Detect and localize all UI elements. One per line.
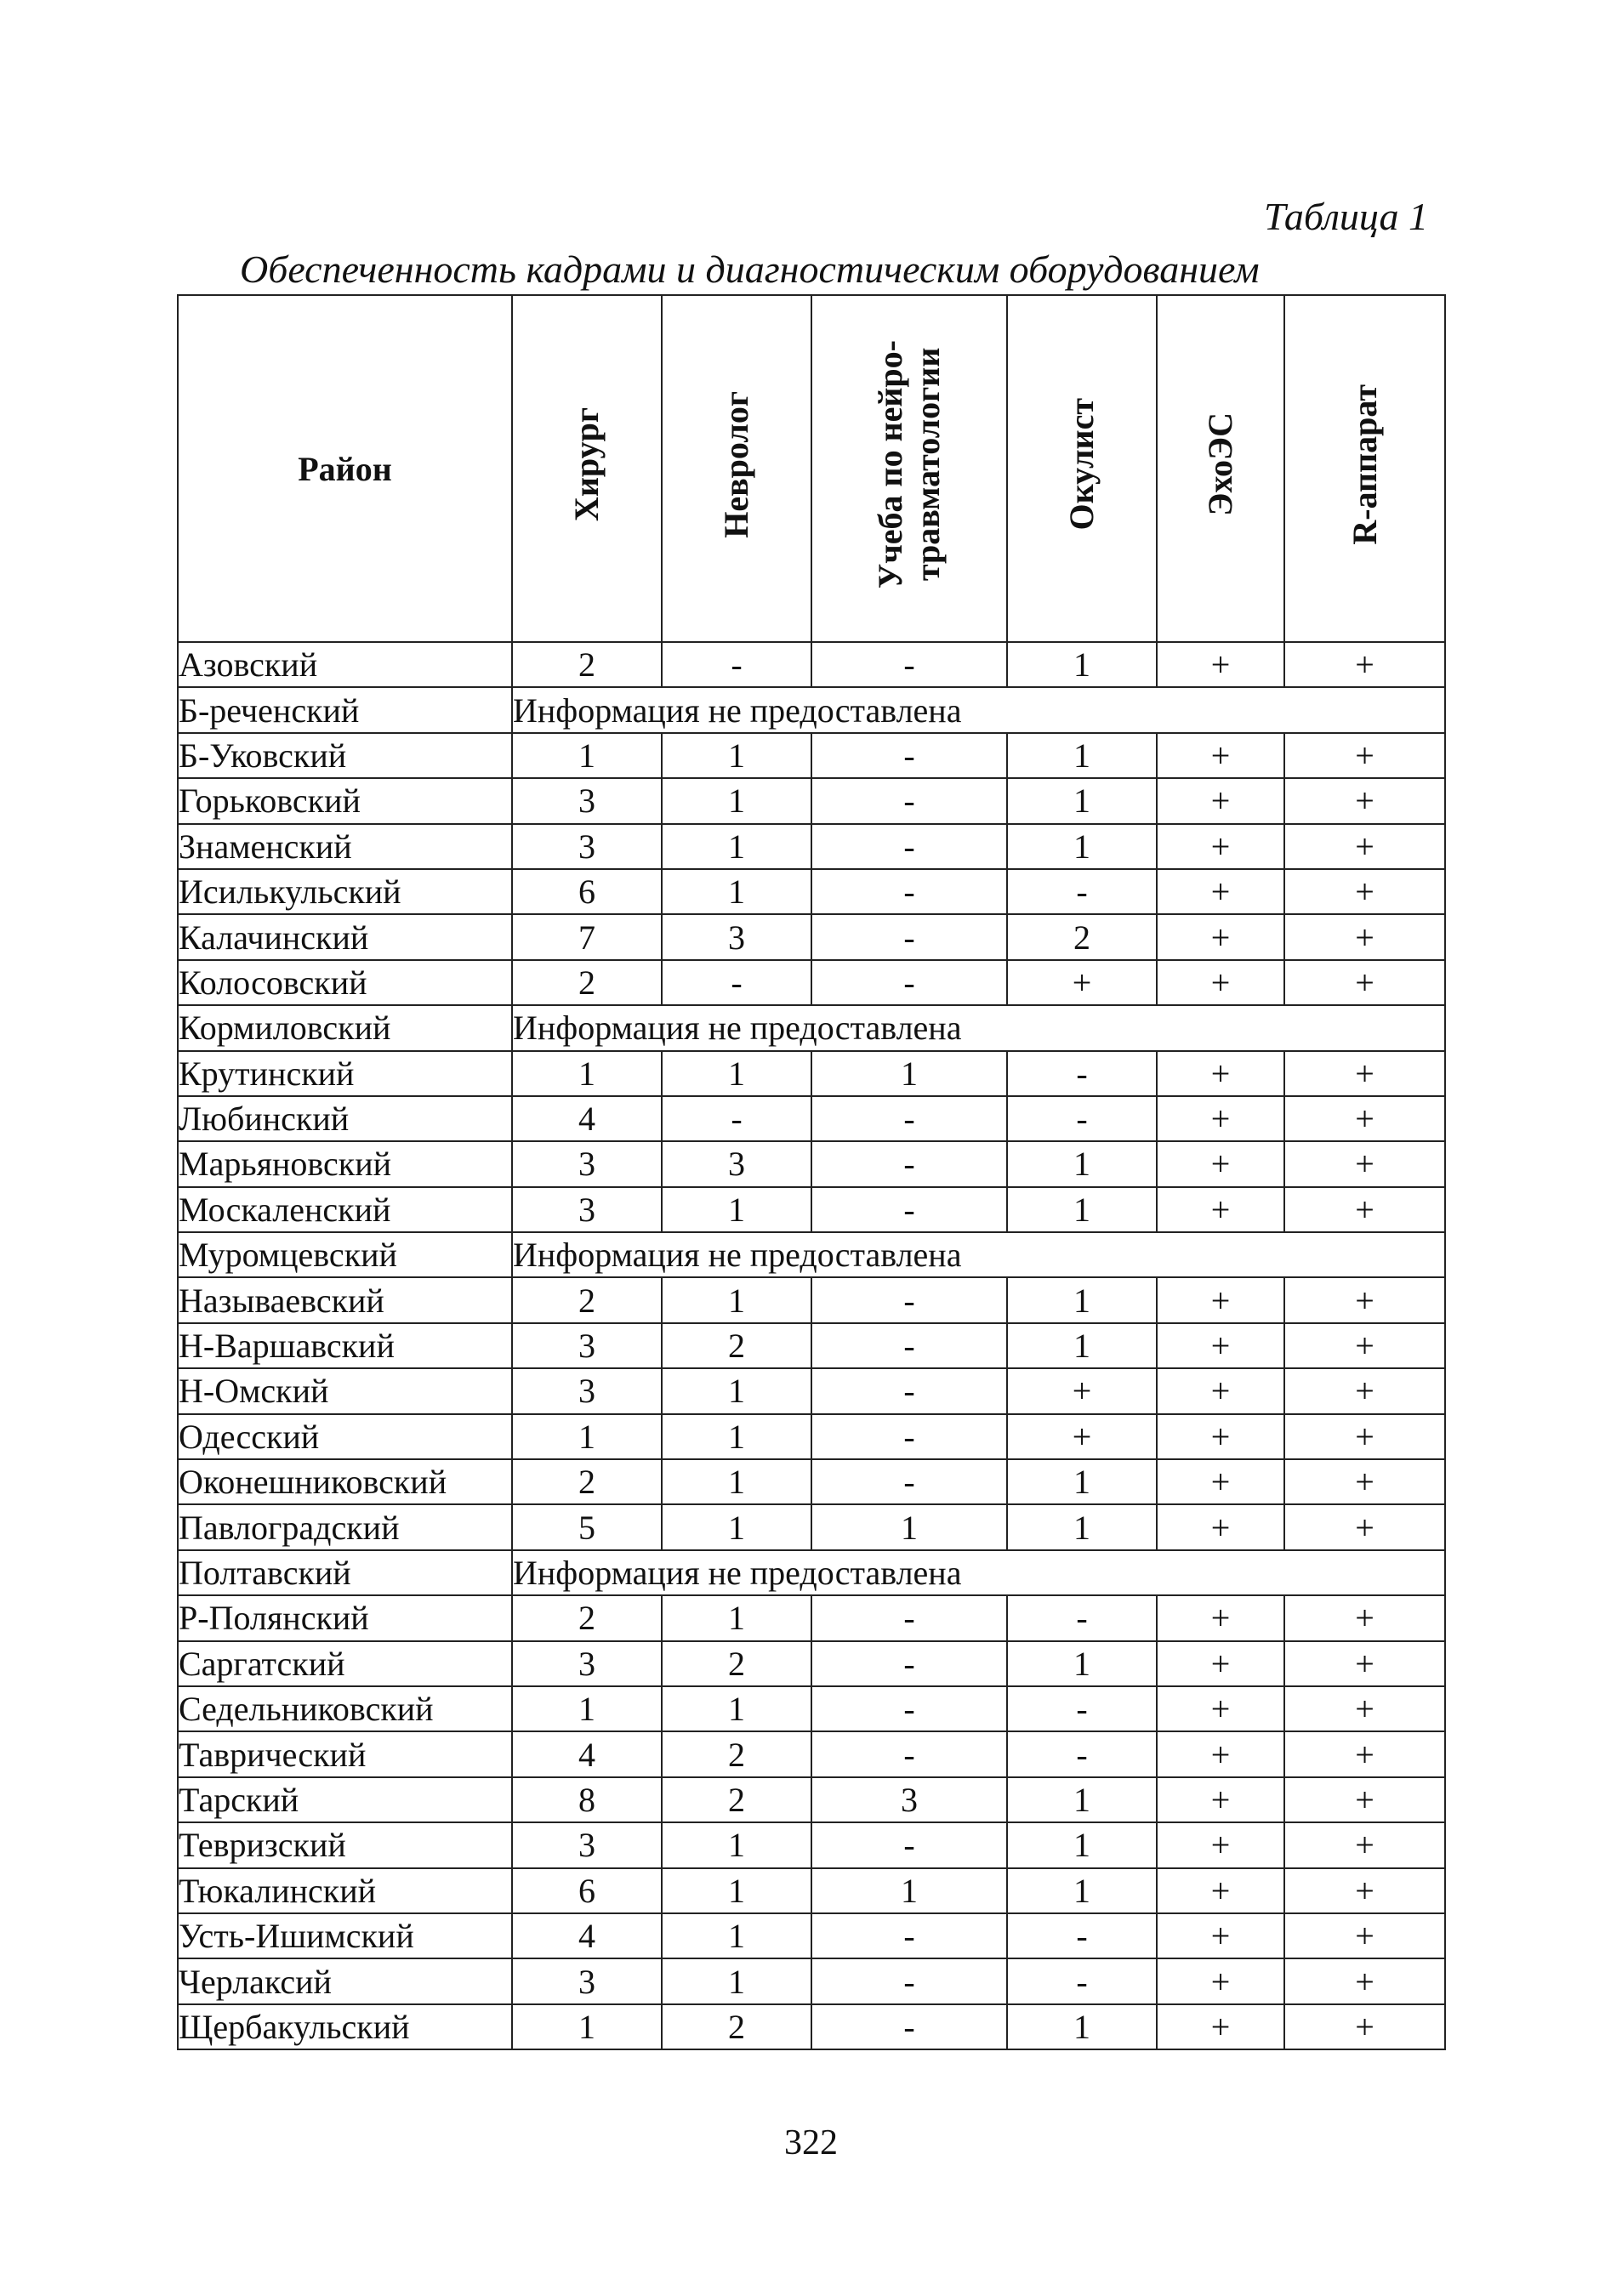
oculist-cell: 1 — [1007, 1868, 1157, 1913]
district-name-cell: Тарский — [178, 1777, 512, 1822]
echo-cell: + — [1157, 1187, 1284, 1232]
training-cell: - — [811, 733, 1007, 778]
xray-cell: + — [1284, 778, 1445, 823]
neurologist-cell: 2 — [662, 2004, 811, 2049]
district-name-cell: Калачинский — [178, 914, 512, 959]
table-row — [178, 1641, 1445, 1686]
district-name-cell: Знаменский — [178, 824, 512, 869]
oculist-cell: 1 — [1007, 1641, 1157, 1686]
surgeon-cell: 2 — [512, 1595, 662, 1640]
oculist-cell: 1 — [1007, 642, 1157, 687]
table-row — [178, 1368, 1445, 1413]
surgeon-cell: 2 — [512, 1459, 662, 1504]
training-cell: - — [811, 1459, 1007, 1504]
surgeon-cell: 6 — [512, 1868, 662, 1913]
table-row — [178, 2004, 1445, 2049]
district-name-cell: Тевризский — [178, 1822, 512, 1867]
table-row — [178, 1414, 1445, 1459]
oculist-cell: - — [1007, 1686, 1157, 1731]
table-row — [178, 1504, 1445, 1549]
xray-cell: + — [1284, 1459, 1445, 1504]
echo-cell: + — [1157, 1414, 1284, 1459]
training-cell: - — [811, 778, 1007, 823]
column-header-surgeon-text: Хирург — [567, 406, 606, 522]
district-name-cell: Н-Варшавский — [178, 1323, 512, 1368]
district-name-cell: Усть-Ишимский — [178, 1913, 512, 1958]
table-row — [178, 733, 1445, 778]
xray-cell: + — [1284, 2004, 1445, 2049]
district-name-cell: Саргатский — [178, 1641, 512, 1686]
echo-cell: + — [1157, 1641, 1284, 1686]
neurologist-cell: 1 — [662, 778, 811, 823]
district-name-cell: Черлаксий — [178, 1958, 512, 2003]
training-cell: - — [811, 1913, 1007, 1958]
surgeon-cell: 3 — [512, 1141, 662, 1186]
surgeon-cell: 1 — [512, 1051, 662, 1096]
column-header-training-line2: травматологии — [908, 347, 947, 582]
training-cell: 1 — [811, 1504, 1007, 1549]
column-header-neurologist — [662, 295, 811, 642]
training-cell: - — [811, 2004, 1007, 2049]
neurologist-cell: 1 — [662, 1958, 811, 2003]
table-row — [178, 960, 1445, 1005]
xray-cell: + — [1284, 1731, 1445, 1776]
xray-cell: + — [1284, 1822, 1445, 1867]
xray-cell: + — [1284, 1686, 1445, 1731]
training-cell: - — [811, 1096, 1007, 1141]
echo-cell: + — [1157, 824, 1284, 869]
surgeon-cell: 3 — [512, 1641, 662, 1686]
oculist-cell: + — [1007, 1368, 1157, 1413]
surgeon-cell: 7 — [512, 914, 662, 959]
oculist-cell: - — [1007, 1051, 1157, 1096]
no-info-note-cell: Информация не предоставлена — [512, 1005, 1445, 1050]
table-row — [178, 914, 1445, 959]
oculist-cell: - — [1007, 1913, 1157, 1958]
xray-cell: + — [1284, 1414, 1445, 1459]
column-header-training-text — [872, 340, 947, 588]
echo-cell: + — [1157, 2004, 1284, 2049]
district-name-cell: Б-реченский — [178, 687, 512, 732]
echo-cell: + — [1157, 1686, 1284, 1731]
no-info-note-cell: Информация не предоставлена — [512, 1550, 1445, 1595]
surgeon-cell: 3 — [512, 1323, 662, 1368]
table-row — [178, 642, 1445, 687]
column-header-oculist-text: Окулист — [1062, 398, 1101, 531]
xray-cell: + — [1284, 960, 1445, 1005]
district-name-cell: Одесский — [178, 1414, 512, 1459]
xray-cell: + — [1284, 1141, 1445, 1186]
table-row — [178, 1051, 1445, 1096]
xray-cell: + — [1284, 1777, 1445, 1822]
surgeon-cell: 3 — [512, 1958, 662, 2003]
oculist-cell: 1 — [1007, 1777, 1157, 1822]
surgeon-cell: 1 — [512, 2004, 662, 2049]
neurologist-cell: 1 — [662, 1822, 811, 1867]
echo-cell: + — [1157, 1096, 1284, 1141]
table-row — [178, 1958, 1445, 2003]
xray-cell: + — [1284, 1504, 1445, 1549]
oculist-cell: 1 — [1007, 1187, 1157, 1232]
district-name-cell: Полтавский — [178, 1550, 512, 1595]
echo-cell: + — [1157, 1277, 1284, 1322]
surgeon-cell: 5 — [512, 1504, 662, 1549]
training-cell: - — [811, 1414, 1007, 1459]
oculist-cell: - — [1007, 1958, 1157, 2003]
echo-cell: + — [1157, 1913, 1284, 1958]
training-cell: 1 — [811, 1868, 1007, 1913]
xray-cell: + — [1284, 1641, 1445, 1686]
training-cell: - — [811, 1731, 1007, 1776]
no-info-note-cell: Информация не предоставлена — [512, 687, 1445, 732]
training-cell: - — [811, 1277, 1007, 1322]
xray-cell: + — [1284, 1096, 1445, 1141]
oculist-cell: + — [1007, 1414, 1157, 1459]
table-label: Таблица 1 — [1263, 195, 1428, 238]
district-name-cell: Муромцевский — [178, 1232, 512, 1277]
xray-cell: + — [1284, 1868, 1445, 1913]
neurologist-cell: 1 — [662, 1459, 811, 1504]
training-cell: - — [811, 1187, 1007, 1232]
training-cell: - — [811, 914, 1007, 959]
training-cell: - — [811, 824, 1007, 869]
neurologist-cell: 1 — [662, 1051, 811, 1096]
training-cell: - — [811, 1686, 1007, 1731]
surgeon-cell: 2 — [512, 960, 662, 1005]
district-name-cell: Москаленский — [178, 1187, 512, 1232]
page-number: 322 — [784, 2123, 838, 2162]
xray-cell: + — [1284, 642, 1445, 687]
echo-cell: + — [1157, 1141, 1284, 1186]
neurologist-cell: 1 — [662, 1686, 811, 1731]
oculist-cell: - — [1007, 1731, 1157, 1776]
neurologist-cell: - — [662, 642, 811, 687]
echo-cell: + — [1157, 1868, 1284, 1913]
table-row — [178, 1005, 1445, 1050]
neurologist-cell: 3 — [662, 1141, 811, 1186]
surgeon-cell: 2 — [512, 1277, 662, 1322]
column-header-training — [811, 295, 1007, 642]
oculist-cell: 1 — [1007, 824, 1157, 869]
surgeon-cell: 1 — [512, 733, 662, 778]
column-header-xray-text: R-аппарат — [1345, 384, 1384, 545]
table-row — [178, 1187, 1445, 1232]
neurologist-cell: - — [662, 960, 811, 1005]
oculist-cell: 1 — [1007, 1277, 1157, 1322]
xray-cell: + — [1284, 733, 1445, 778]
oculist-cell: 1 — [1007, 1459, 1157, 1504]
xray-cell: + — [1284, 914, 1445, 959]
surgeon-cell: 4 — [512, 1731, 662, 1776]
column-header-training-line1: Учеба по нейро- — [871, 339, 909, 589]
column-header-xray — [1284, 295, 1445, 642]
district-name-cell: Колосовский — [178, 960, 512, 1005]
echo-cell: + — [1157, 1595, 1284, 1640]
column-header-echo — [1157, 295, 1284, 642]
district-name-cell: Кормиловский — [178, 1005, 512, 1050]
training-cell: - — [811, 869, 1007, 914]
oculist-cell: - — [1007, 869, 1157, 914]
district-name-cell: Называевский — [178, 1277, 512, 1322]
training-cell: - — [811, 1323, 1007, 1368]
surgeon-cell: 4 — [512, 1913, 662, 1958]
training-cell: - — [811, 1368, 1007, 1413]
xray-cell: + — [1284, 1595, 1445, 1640]
neurologist-cell: 1 — [662, 733, 811, 778]
surgeon-cell: 1 — [512, 1686, 662, 1731]
training-cell: - — [811, 1641, 1007, 1686]
district-name-cell: Седельниковский — [178, 1686, 512, 1731]
column-header-district: Район — [178, 295, 512, 642]
training-cell: 3 — [811, 1777, 1007, 1822]
echo-cell: + — [1157, 960, 1284, 1005]
echo-cell: + — [1157, 914, 1284, 959]
echo-cell: + — [1157, 869, 1284, 914]
training-cell: 1 — [811, 1051, 1007, 1096]
echo-cell: + — [1157, 733, 1284, 778]
table-row — [178, 687, 1445, 732]
xray-cell: + — [1284, 1913, 1445, 1958]
district-name-cell: Горьковский — [178, 778, 512, 823]
oculist-cell: 1 — [1007, 733, 1157, 778]
district-name-cell: Исилькульский — [178, 869, 512, 914]
table-row — [178, 1822, 1445, 1867]
district-name-cell: Щербакульский — [178, 2004, 512, 2049]
surgeon-cell: 8 — [512, 1777, 662, 1822]
training-cell: - — [811, 960, 1007, 1005]
surgeon-cell: 3 — [512, 1368, 662, 1413]
training-cell: - — [811, 1595, 1007, 1640]
district-name-cell: Любинский — [178, 1096, 512, 1141]
surgeon-cell: 2 — [512, 642, 662, 687]
table-row — [178, 869, 1445, 914]
neurologist-cell: 1 — [662, 1504, 811, 1549]
district-name-cell: Б-Уковский — [178, 733, 512, 778]
no-info-note-cell: Информация не предоставлена — [512, 1232, 1445, 1277]
table-row — [178, 824, 1445, 869]
table-row — [178, 1096, 1445, 1141]
training-cell: - — [811, 1141, 1007, 1186]
table-row — [178, 1277, 1445, 1322]
district-name-cell: Таврический — [178, 1731, 512, 1776]
surgeon-cell: 1 — [512, 1414, 662, 1459]
table-row — [178, 1686, 1445, 1731]
neurologist-cell: 1 — [662, 1913, 811, 1958]
xray-cell: + — [1284, 1187, 1445, 1232]
neurologist-cell: 2 — [662, 1731, 811, 1776]
header-row — [178, 295, 1445, 642]
neurologist-cell: 1 — [662, 1277, 811, 1322]
xray-cell: + — [1284, 1368, 1445, 1413]
surgeon-cell: 4 — [512, 1096, 662, 1141]
district-name-cell: Оконешниковский — [178, 1459, 512, 1504]
column-header-oculist — [1007, 295, 1157, 642]
district-name-cell: Тюкалинский — [178, 1868, 512, 1913]
district-name-cell: Р-Полянский — [178, 1595, 512, 1640]
table-row — [178, 1550, 1445, 1595]
echo-cell: + — [1157, 1731, 1284, 1776]
oculist-cell: 2 — [1007, 914, 1157, 959]
neurologist-cell: 1 — [662, 1595, 811, 1640]
echo-cell: + — [1157, 1323, 1284, 1368]
surgeon-cell: 3 — [512, 778, 662, 823]
table-row — [178, 1868, 1445, 1913]
training-cell: - — [811, 1958, 1007, 2003]
xray-cell: + — [1284, 1051, 1445, 1096]
table-row — [178, 1323, 1445, 1368]
column-header-echo-text: ЭхоЭС — [1201, 412, 1239, 516]
neurologist-cell: 1 — [662, 869, 811, 914]
neurologist-cell: 2 — [662, 1641, 811, 1686]
echo-cell: + — [1157, 1822, 1284, 1867]
column-header-surgeon — [512, 295, 662, 642]
echo-cell: + — [1157, 1051, 1284, 1096]
neurologist-cell: 1 — [662, 1414, 811, 1459]
oculist-cell: - — [1007, 1595, 1157, 1640]
table-row — [178, 1595, 1445, 1640]
district-name-cell: Марьяновский — [178, 1141, 512, 1186]
table-row — [178, 1777, 1445, 1822]
neurologist-cell: 3 — [662, 914, 811, 959]
surgeon-cell: 3 — [512, 824, 662, 869]
oculist-cell: 1 — [1007, 1504, 1157, 1549]
xray-cell: + — [1284, 824, 1445, 869]
table-row — [178, 1459, 1445, 1504]
district-name-cell: Крутинский — [178, 1051, 512, 1096]
district-name-cell: Павлоградский — [178, 1504, 512, 1549]
table-row — [178, 1141, 1445, 1186]
oculist-cell: 1 — [1007, 1822, 1157, 1867]
surgeon-cell: 6 — [512, 869, 662, 914]
table-row — [178, 1232, 1445, 1277]
oculist-cell: 1 — [1007, 2004, 1157, 2049]
echo-cell: + — [1157, 778, 1284, 823]
neurologist-cell: 2 — [662, 1777, 811, 1822]
training-cell: - — [811, 1822, 1007, 1867]
echo-cell: + — [1157, 642, 1284, 687]
table-row — [178, 1913, 1445, 1958]
neurologist-cell: 1 — [662, 1868, 811, 1913]
surgeon-cell: 3 — [512, 1187, 662, 1232]
table-row — [178, 778, 1445, 823]
echo-cell: + — [1157, 1368, 1284, 1413]
table-body — [178, 642, 1445, 2049]
neurologist-cell: 1 — [662, 1187, 811, 1232]
xray-cell: + — [1284, 1323, 1445, 1368]
oculist-cell: 1 — [1007, 778, 1157, 823]
table-row — [178, 1731, 1445, 1776]
neurologist-cell: 1 — [662, 1368, 811, 1413]
neurologist-cell: 2 — [662, 1323, 811, 1368]
table-title: Обеспеченность кадрами и диагностическим оборудованием — [240, 247, 1260, 291]
oculist-cell: 1 — [1007, 1323, 1157, 1368]
staffing-table — [177, 294, 1446, 2050]
xray-cell: + — [1284, 1277, 1445, 1322]
neurologist-cell: 1 — [662, 824, 811, 869]
column-header-neurologist-text: Невролог — [717, 390, 755, 538]
oculist-cell: + — [1007, 960, 1157, 1005]
xray-cell: + — [1284, 869, 1445, 914]
echo-cell: + — [1157, 1958, 1284, 2003]
xray-cell: + — [1284, 1958, 1445, 2003]
district-name-cell: Н-Омский — [178, 1368, 512, 1413]
echo-cell: + — [1157, 1777, 1284, 1822]
district-name-cell: Азовский — [178, 642, 512, 687]
echo-cell: + — [1157, 1504, 1284, 1549]
training-cell: - — [811, 642, 1007, 687]
echo-cell: + — [1157, 1459, 1284, 1504]
neurologist-cell: - — [662, 1096, 811, 1141]
oculist-cell: - — [1007, 1096, 1157, 1141]
oculist-cell: 1 — [1007, 1141, 1157, 1186]
surgeon-cell: 3 — [512, 1822, 662, 1867]
